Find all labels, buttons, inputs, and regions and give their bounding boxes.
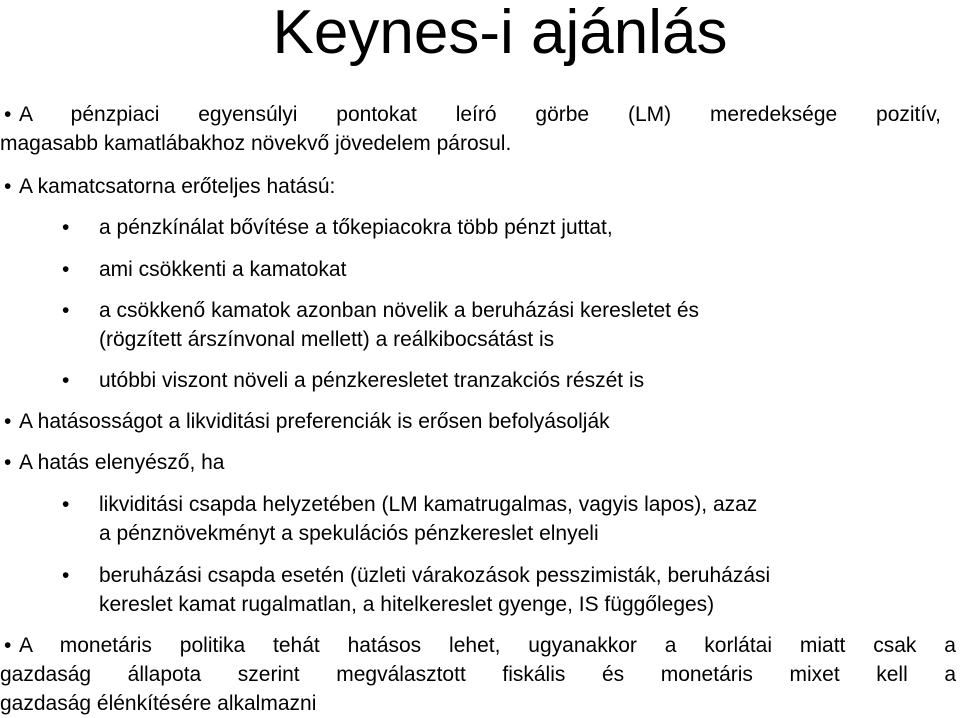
sub-bullet-liquidity-trap bbox=[0, 490, 960, 548]
bullet-icon: • bbox=[62, 369, 70, 392]
bullet-text-line: magasabb kamatlábakhoz növekvő jövedelem párosul. bbox=[0, 132, 512, 155]
bullet-item-monetary-policy bbox=[0, 631, 960, 718]
bullet-item-lm-curve bbox=[0, 100, 960, 158]
bullet-text-line: a pénzkínálat bővítése a tőkepiacokra több pénzt juttat, bbox=[99, 216, 613, 239]
sub-bullet-investment-trap bbox=[0, 561, 960, 619]
bullet-icon: • bbox=[62, 564, 70, 587]
sub-bullet-reduces-interest bbox=[0, 255, 960, 284]
bullet-icon: • bbox=[4, 634, 12, 657]
bullet-text-line: utóbbi viszont növeli a pénzkeresletet tranzakciós részét is bbox=[99, 369, 645, 392]
bullet-icon: • bbox=[62, 493, 70, 516]
bullet-item-interest-channel bbox=[0, 172, 960, 201]
bullet-icon: • bbox=[62, 299, 70, 322]
bullet-icon: • bbox=[62, 216, 70, 239]
bullet-icon: • bbox=[4, 451, 12, 474]
slide-title: Keynes-i ajánlás bbox=[272, 0, 728, 67]
bullet-text-line: A hatás elenyésző, ha bbox=[19, 451, 225, 474]
bullet-text-line: (rögzített árszínvonal mellett) a reálkibocsátást is bbox=[99, 328, 555, 351]
bullet-text-line: ami csökkenti a kamatokat bbox=[99, 258, 347, 281]
sub-bullet-money-supply bbox=[0, 213, 960, 242]
bullet-text-line: A monetáris politika tehát hatásos lehet, ugyanakkor a korlátai miatt csak a bbox=[19, 634, 956, 657]
bullet-text-line: kereslet kamat rugalmatlan, a hitelkereslet gyenge, IS függőleges) bbox=[99, 593, 715, 616]
bullet-icon: • bbox=[4, 103, 12, 126]
bullet-text-line: a pénznövekményt a spekulációs pénzkereslet elnyeli bbox=[99, 522, 599, 545]
sub-bullet-investment-demand bbox=[0, 296, 960, 354]
bullet-item-liquidity-preference bbox=[0, 407, 960, 436]
sub-bullet-money-demand bbox=[0, 366, 960, 395]
bullet-text-line: gazdaság élénkítésére alkalmazni bbox=[0, 692, 317, 715]
bullet-text-line: A pénzpiaci egyensúlyi pontokat leíró görbe (LM) meredeksége pozitív, bbox=[19, 103, 941, 126]
bullet-text-line: likviditási csapda helyzetében (LM kamatrugalmas, vagyis lapos), azaz bbox=[99, 493, 758, 516]
bullet-text-line: A hatásosságot a likviditási preferenciák is erősen befolyásolják bbox=[19, 410, 610, 433]
bullet-text-line: beruházási csapda esetén (üzleti várakozások pesszimisták, beruházási bbox=[99, 564, 771, 587]
bullet-icon: • bbox=[62, 258, 70, 281]
bullet-icon: • bbox=[4, 410, 12, 433]
bullet-text-line: A kamatcsatorna erőteljes hatású: bbox=[19, 175, 336, 198]
bullet-icon: • bbox=[4, 175, 12, 198]
bullet-item-negligible-effect bbox=[0, 448, 960, 477]
bullet-text-line: a csökkenő kamatok azonban növelik a beruházási keresletet és bbox=[99, 299, 700, 322]
bullet-text-line: gazdaság állapota szerint megválasztott fiskális és monetáris mixet kell a bbox=[0, 663, 956, 686]
